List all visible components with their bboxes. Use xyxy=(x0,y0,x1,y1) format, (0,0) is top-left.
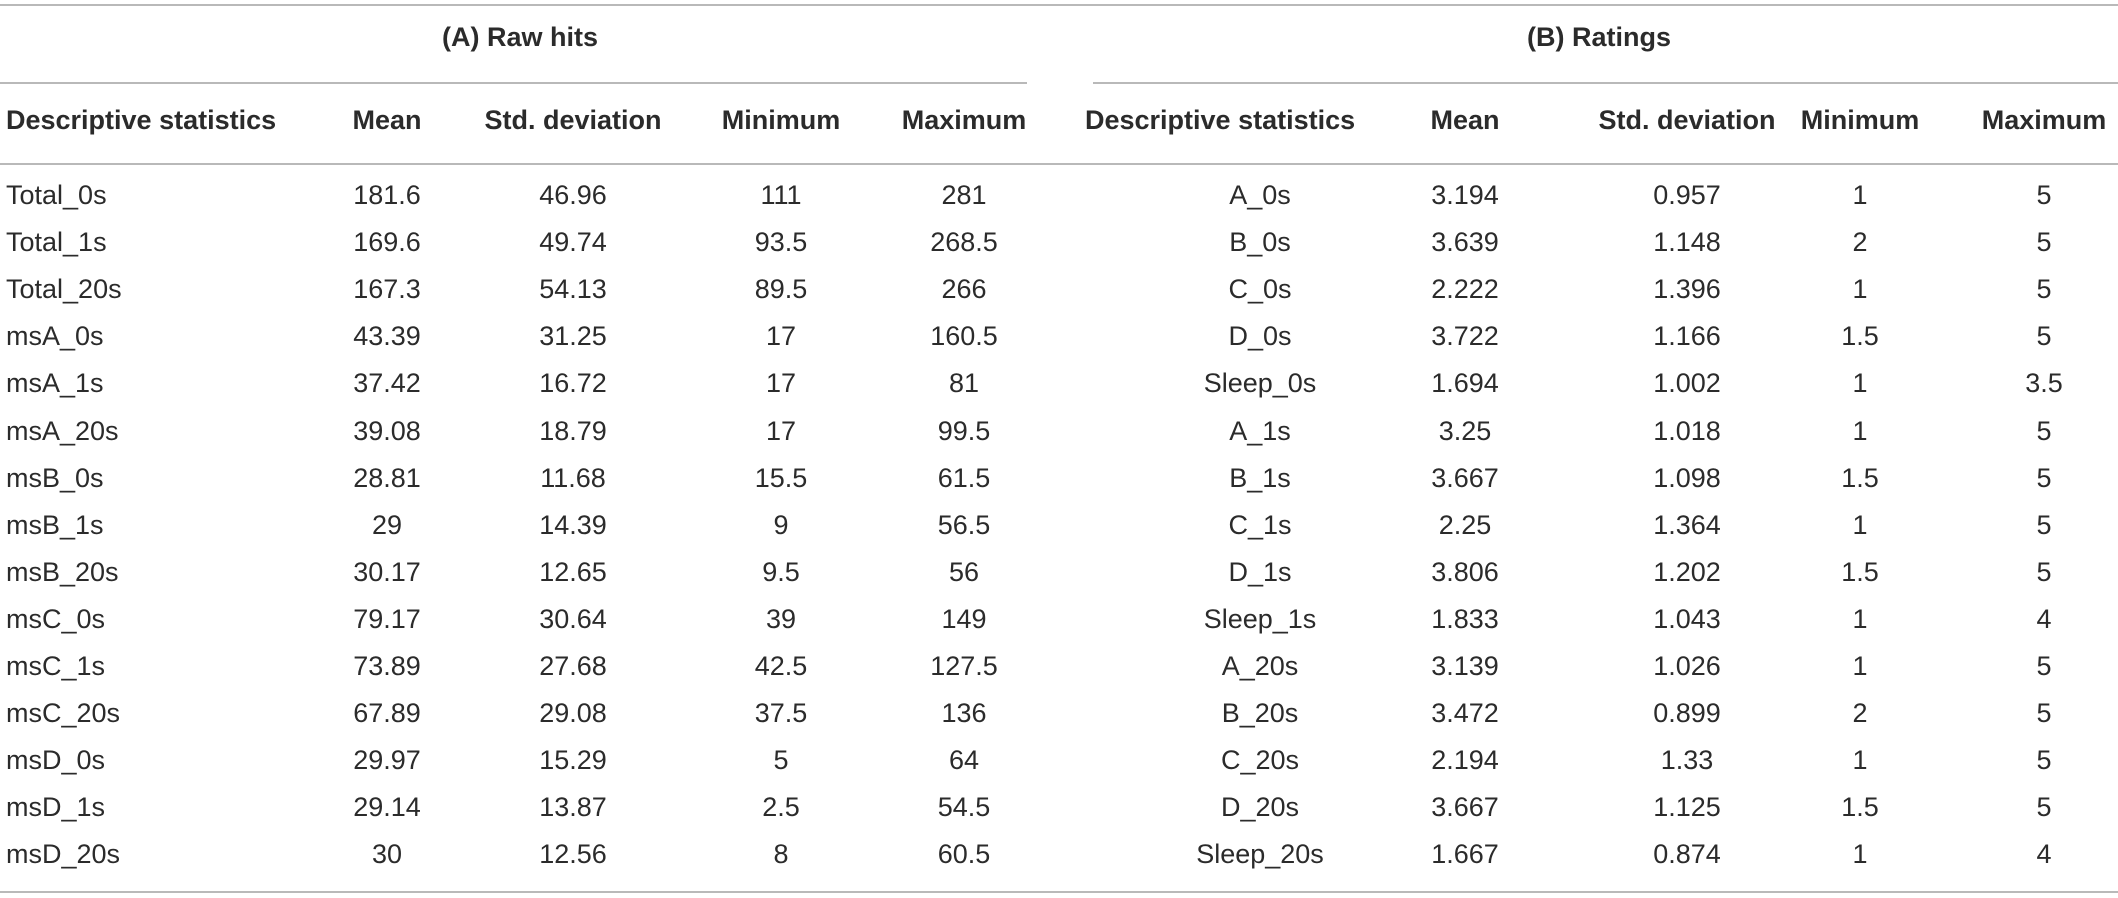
cell-maximum: 4 xyxy=(2036,603,2052,634)
cell-maximum: 54.5 xyxy=(937,792,991,823)
cell-minimum: 1 xyxy=(1852,415,1868,446)
cell-maximum: 3.5 xyxy=(2025,368,2063,399)
cell-minimum: 1 xyxy=(1852,603,1868,634)
cell-minimum: 1.5 xyxy=(1841,556,1879,587)
cell-minimum: 39 xyxy=(765,603,797,634)
cell-mean: 3.806 xyxy=(1431,556,1499,587)
cell-mean: 3.139 xyxy=(1431,651,1499,681)
cell-stat: msB_20s xyxy=(6,556,119,587)
cell-std-deviation: 16.72 xyxy=(539,368,607,399)
table-row xyxy=(0,829,1040,876)
column-header-std-deviation: Std. deviation xyxy=(1598,105,1776,135)
panel-a-group-rule xyxy=(0,82,1027,84)
cell-stat: msC_0s xyxy=(6,603,106,634)
cell-stat: Total_1s xyxy=(6,227,107,258)
panel-title: (B) Ratings xyxy=(1527,22,1671,52)
table-row xyxy=(1080,735,2118,782)
cell-std-deviation: 31.25 xyxy=(539,321,607,352)
cell-mean: 2.25 xyxy=(1438,509,1492,540)
cell-stat: msA_1s xyxy=(6,368,104,399)
cell-mean: 2.222 xyxy=(1431,274,1499,305)
cell-maximum: 5 xyxy=(2036,274,2052,305)
cell-minimum: 1 xyxy=(1852,509,1868,540)
cell-maximum: 81 xyxy=(948,368,980,399)
cell-stat: C_20s xyxy=(1220,745,1300,776)
cell-maximum: 5 xyxy=(2036,509,2052,540)
column-header-stat: Descriptive statistics xyxy=(1085,105,1356,135)
cell-std-deviation: 18.79 xyxy=(539,415,607,446)
cell-minimum: 15.5 xyxy=(754,462,808,493)
table-top-rule xyxy=(0,4,2118,6)
cell-std-deviation: 1.026 xyxy=(1653,651,1721,681)
cell-maximum: 136 xyxy=(941,698,987,729)
cell-std-deviation: 54.13 xyxy=(539,274,607,305)
cell-minimum: 9 xyxy=(773,509,789,540)
cell-minimum: 1 xyxy=(1852,651,1868,681)
column-header-std-deviation: Std. deviation xyxy=(484,105,662,135)
table-row xyxy=(0,311,1040,358)
cell-maximum: 56 xyxy=(948,556,980,587)
cell-maximum: 266 xyxy=(941,274,987,305)
cell-mean: 30.17 xyxy=(353,556,421,587)
cell-mean: 181.6 xyxy=(353,180,421,210)
table-row xyxy=(1080,547,2118,594)
cell-stat: msC_20s xyxy=(6,698,121,729)
cell-mean: 167.3 xyxy=(353,274,421,305)
cell-std-deviation: 1.043 xyxy=(1653,603,1721,634)
cell-mean: 29.14 xyxy=(353,792,421,823)
cell-maximum: 56.5 xyxy=(937,509,991,540)
cell-mean: 3.25 xyxy=(1438,415,1492,446)
cell-stat: msB_0s xyxy=(6,462,104,493)
table-row xyxy=(1080,641,2118,688)
cell-std-deviation: 1.018 xyxy=(1653,415,1721,446)
cell-minimum: 17 xyxy=(765,321,797,352)
cell-maximum: 4 xyxy=(2036,839,2052,870)
panel-title: (A) Raw hits xyxy=(441,22,598,52)
cell-mean: 28.81 xyxy=(353,462,421,493)
cell-mean: 3.722 xyxy=(1431,321,1499,352)
cell-mean: 1.694 xyxy=(1431,368,1499,399)
cell-stat: D_0s xyxy=(1228,321,1292,352)
cell-std-deviation: 0.957 xyxy=(1653,180,1721,210)
cell-std-deviation: 13.87 xyxy=(539,792,607,823)
table-row xyxy=(1080,217,2118,264)
table-row xyxy=(1080,688,2118,735)
cell-minimum: 2 xyxy=(1852,227,1868,258)
cell-std-deviation: 15.29 xyxy=(539,745,607,776)
cell-std-deviation: 1.166 xyxy=(1653,321,1721,352)
table-row xyxy=(1080,829,2118,876)
cell-std-deviation: 0.899 xyxy=(1653,698,1721,729)
cell-std-deviation: 1.202 xyxy=(1653,556,1721,587)
cell-stat: msD_20s xyxy=(6,839,121,870)
column-header-stat: Descriptive statistics xyxy=(6,105,277,135)
cell-minimum: 1 xyxy=(1852,745,1868,776)
table-row xyxy=(0,170,1040,217)
table-row xyxy=(1080,358,2118,405)
cell-maximum: 5 xyxy=(2036,792,2052,823)
cell-stat: msD_1s xyxy=(6,792,106,823)
cell-maximum: 160.5 xyxy=(930,321,998,352)
column-header-maximum: Maximum xyxy=(901,105,1027,135)
table-row xyxy=(0,547,1040,594)
cell-stat: Sleep_20s xyxy=(1196,839,1324,870)
cell-maximum: 268.5 xyxy=(930,227,998,258)
table-row xyxy=(1080,500,2118,547)
cell-minimum: 5 xyxy=(773,745,789,776)
cell-stat: msC_1s xyxy=(6,651,106,681)
cell-stat: A_20s xyxy=(1221,651,1299,681)
cell-mean: 1.667 xyxy=(1431,839,1499,870)
cell-maximum: 5 xyxy=(2036,180,2052,210)
cell-mean: 2.194 xyxy=(1431,745,1499,776)
cell-minimum: 111 xyxy=(760,180,802,210)
table-row xyxy=(0,217,1040,264)
table-row xyxy=(0,406,1040,453)
cell-mean: 3.667 xyxy=(1431,792,1499,823)
cell-mean: 39.08 xyxy=(353,415,421,446)
cell-stat: Sleep_1s xyxy=(1203,603,1317,634)
cell-stat: Sleep_0s xyxy=(1203,368,1317,399)
cell-mean: 169.6 xyxy=(353,227,421,258)
cell-stat: msD_0s xyxy=(6,745,106,776)
cell-std-deviation: 1.364 xyxy=(1653,509,1721,540)
cell-std-deviation: 1.148 xyxy=(1653,227,1721,258)
cell-mean: 30 xyxy=(371,839,403,870)
column-header-minimum: Minimum xyxy=(1800,105,1920,135)
cell-minimum: 2.5 xyxy=(762,792,800,823)
table-bottom-rule xyxy=(0,891,2118,893)
cell-maximum: 5 xyxy=(2036,651,2052,681)
column-header-mean: Mean xyxy=(1430,105,1500,135)
table-row xyxy=(1080,406,2118,453)
cell-stat: B_20s xyxy=(1221,698,1299,729)
cell-maximum: 281 xyxy=(941,180,987,210)
cell-mean: 29 xyxy=(371,509,403,540)
column-header-maximum: Maximum xyxy=(1981,105,2107,135)
cell-stat: B_1s xyxy=(1229,462,1291,493)
cell-mean: 3.639 xyxy=(1431,227,1499,258)
cell-minimum: 17 xyxy=(765,368,797,399)
cell-maximum: 5 xyxy=(2036,556,2052,587)
cell-std-deviation: 49.74 xyxy=(539,227,607,258)
cell-minimum: 1 xyxy=(1852,274,1868,305)
cell-mean: 37.42 xyxy=(353,368,421,399)
cell-minimum: 1 xyxy=(1852,368,1868,399)
table-row xyxy=(1080,594,2118,641)
header-rule xyxy=(0,163,2118,165)
table-row xyxy=(0,453,1040,500)
cell-std-deviation: 1.33 xyxy=(1660,745,1714,776)
table-row xyxy=(0,358,1040,405)
cell-maximum: 127.5 xyxy=(930,651,998,681)
cell-std-deviation: 1.098 xyxy=(1653,462,1721,493)
cell-std-deviation: 0.874 xyxy=(1653,839,1721,870)
cell-minimum: 1.5 xyxy=(1841,462,1879,493)
cell-mean: 43.39 xyxy=(353,321,421,352)
cell-stat: D_20s xyxy=(1220,792,1300,823)
cell-std-deviation: 11.68 xyxy=(540,462,606,493)
cell-maximum: 149 xyxy=(941,603,987,634)
cell-mean: 73.89 xyxy=(353,651,421,681)
cell-minimum: 1 xyxy=(1852,839,1868,870)
table-row xyxy=(0,735,1040,782)
cell-std-deviation: 12.65 xyxy=(539,556,607,587)
cell-stat: A_1s xyxy=(1229,415,1291,446)
table-row xyxy=(1080,311,2118,358)
table-row xyxy=(0,594,1040,641)
cell-maximum: 5 xyxy=(2036,698,2052,729)
cell-std-deviation: 46.96 xyxy=(539,180,607,210)
cell-minimum: 1.5 xyxy=(1841,321,1879,352)
cell-stat: msA_20s xyxy=(6,415,119,446)
cell-minimum: 42.5 xyxy=(754,651,808,681)
column-header-mean: Mean xyxy=(352,105,422,135)
cell-minimum: 93.5 xyxy=(754,227,808,258)
cell-mean: 79.17 xyxy=(353,603,421,634)
cell-maximum: 64 xyxy=(948,745,980,776)
cell-maximum: 99.5 xyxy=(937,415,991,446)
cell-mean: 3.667 xyxy=(1431,462,1499,493)
cell-maximum: 5 xyxy=(2036,321,2052,352)
cell-maximum: 60.5 xyxy=(937,839,991,870)
cell-stat: msB_1s xyxy=(6,509,104,540)
cell-std-deviation: 14.39 xyxy=(539,509,607,540)
cell-maximum: 5 xyxy=(2036,227,2052,258)
cell-std-deviation: 1.396 xyxy=(1653,274,1721,305)
cell-std-deviation: 1.125 xyxy=(1653,792,1721,823)
table-row xyxy=(1080,264,2118,311)
cell-minimum: 37.5 xyxy=(754,698,808,729)
cell-mean: 1.833 xyxy=(1431,603,1499,634)
cell-mean: 3.194 xyxy=(1431,180,1499,210)
table-row xyxy=(0,782,1040,829)
panel-b-group-rule xyxy=(1093,82,2118,84)
cell-mean: 3.472 xyxy=(1431,698,1499,729)
cell-stat: B_0s xyxy=(1229,227,1291,258)
cell-maximum: 5 xyxy=(2036,415,2052,446)
cell-minimum: 1.5 xyxy=(1841,792,1879,823)
table-row xyxy=(1080,782,2118,829)
cell-std-deviation: 29.08 xyxy=(539,698,607,729)
cell-maximum: 61.5 xyxy=(937,462,991,493)
cell-stat: Total_0s xyxy=(6,180,107,210)
cell-std-deviation: 1.002 xyxy=(1653,368,1721,399)
cell-maximum: 5 xyxy=(2036,462,2052,493)
cell-minimum: 1 xyxy=(1852,180,1868,210)
cell-minimum: 17 xyxy=(765,415,797,446)
table-row xyxy=(0,688,1040,735)
cell-stat: msA_0s xyxy=(6,321,104,352)
cell-mean: 67.89 xyxy=(353,698,421,729)
cell-stat: C_0s xyxy=(1228,274,1292,305)
cell-std-deviation: 12.56 xyxy=(539,839,607,870)
table-row xyxy=(0,500,1040,547)
cell-mean: 29.97 xyxy=(353,745,421,776)
cell-stat: C_1s xyxy=(1228,509,1292,540)
cell-stat: A_0s xyxy=(1229,180,1291,210)
column-header-minimum: Minimum xyxy=(721,105,841,135)
cell-minimum: 89.5 xyxy=(754,274,808,305)
cell-minimum: 8 xyxy=(773,839,789,870)
cell-std-deviation: 30.64 xyxy=(539,603,607,634)
cell-stat: Total_20s xyxy=(6,274,122,305)
table-row xyxy=(0,641,1040,688)
table-row xyxy=(1080,170,2118,217)
cell-std-deviation: 27.68 xyxy=(539,651,607,681)
cell-minimum: 2 xyxy=(1852,698,1868,729)
table-row xyxy=(1080,453,2118,500)
cell-stat: D_1s xyxy=(1228,556,1292,587)
cell-maximum: 5 xyxy=(2036,745,2052,776)
cell-minimum: 9.5 xyxy=(762,556,800,587)
table-row xyxy=(0,264,1040,311)
